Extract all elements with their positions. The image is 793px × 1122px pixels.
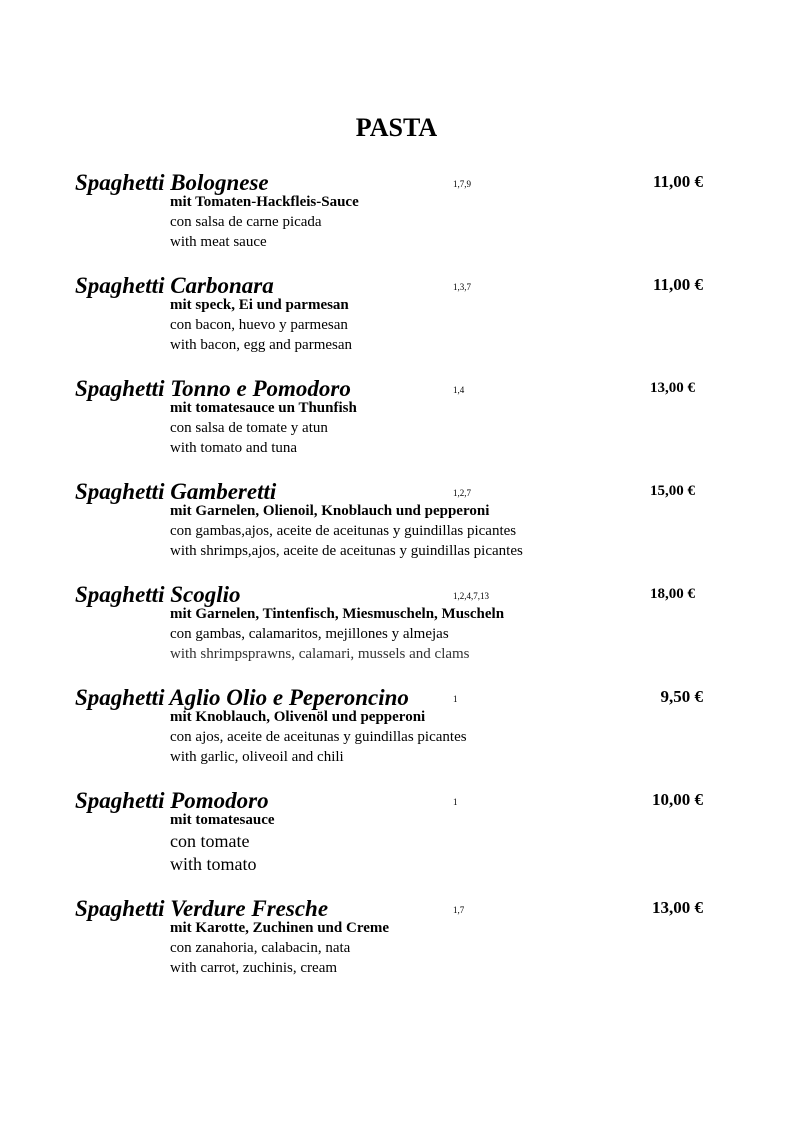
- dish-price: 9,50 €: [660, 687, 703, 706]
- description-english: with tomato: [170, 854, 257, 874]
- description-german: mit Garnelen, Tintenfisch, Miesmuscheln, Muscheln: [170, 606, 505, 622]
- dish-price: 18,00 €: [650, 586, 695, 602]
- page-title: PASTA: [355, 113, 438, 142]
- allergen-codes: 1,4: [453, 385, 465, 395]
- allergen-codes: 1: [453, 797, 458, 807]
- description-spanish: con tomate: [170, 831, 250, 851]
- description-german: mit Garnelen, Olienoil, Knoblauch und pepperoni: [170, 503, 490, 519]
- description-spanish: con zanahoria, calabacin, nata: [170, 940, 351, 956]
- description-german: mit Knoblauch, Olivenöl und pepperoni: [170, 709, 426, 725]
- allergen-codes: 1,3,7: [453, 282, 471, 292]
- menu-item-carbonara: [0, 272, 793, 372]
- menu-item-gamberetti: [0, 478, 793, 578]
- allergen-codes: 1,2,7: [453, 488, 471, 498]
- dish-name: Spaghetti Verdure Fresche: [75, 896, 329, 921]
- menu-item-scoglio: [0, 581, 793, 681]
- dish-name: Spaghetti Gamberetti: [75, 479, 277, 504]
- dish-name: Spaghetti Bolognese: [75, 170, 269, 195]
- dish-price: 15,00 €: [650, 483, 695, 499]
- description-spanish: con ajos, aceite de aceitunas y guindillas picantes: [170, 729, 467, 745]
- menu-item-tonno-e-pomodoro: [0, 375, 793, 475]
- dish-name: Spaghetti Aglio Olio e Peperoncino: [75, 685, 409, 710]
- description-english: with bacon, egg and parmesan: [170, 337, 353, 353]
- allergen-codes: 1,7: [453, 905, 465, 915]
- description-english: with shrimps,ajos, aceite de aceitunas y guindillas picantes: [170, 543, 523, 559]
- menu-item-aglio-olio: [0, 684, 793, 784]
- allergen-codes: 1,2,4,7,13: [453, 591, 489, 601]
- description-english: with shrimpsprawns, calamari, mussels and clams: [170, 646, 470, 662]
- allergen-codes: 1: [453, 694, 458, 704]
- description-spanish: con gambas, calamaritos, mejillones y almejas: [170, 626, 449, 642]
- menu-item-verdure-fresche: [0, 895, 793, 995]
- description-english: with meat sauce: [170, 234, 267, 250]
- description-english: with tomato and tuna: [170, 440, 298, 456]
- allergen-codes: 1,7,9: [453, 179, 471, 189]
- dish-name: Spaghetti Pomodoro: [75, 788, 269, 813]
- menu-item-pomodoro: [0, 787, 793, 887]
- dish-price: 10,00 €: [652, 790, 703, 809]
- description-german: mit Tomaten-Hackfleis-Sauce: [170, 194, 359, 210]
- dish-price: 13,00 €: [650, 380, 695, 396]
- dish-name: Spaghetti Scoglio: [75, 582, 241, 607]
- dish-price: 11,00 €: [652, 172, 703, 191]
- dish-name: Spaghetti Tonno e Pomodoro: [75, 376, 351, 401]
- description-german: mit tomatesauce un Thunfish: [170, 400, 357, 416]
- description-english: with carrot, zuchinis, cream: [170, 960, 338, 976]
- description-spanish: con salsa de carne picada: [170, 214, 322, 230]
- description-english: with garlic, oliveoil and chili: [170, 749, 344, 765]
- description-spanish: con salsa de tomate y atun: [170, 420, 328, 436]
- menu-item-bolognese: [0, 169, 793, 269]
- description-spanish: con bacon, huevo y parmesan: [170, 317, 348, 333]
- dish-price: 13,00 €: [652, 898, 703, 917]
- description-german: mit tomatesauce: [170, 812, 275, 828]
- dish-name: Spaghetti Carbonara: [75, 273, 274, 298]
- description-german: mit speck, Ei und parmesan: [170, 297, 349, 313]
- description-spanish: con gambas,ajos, aceite de aceitunas y guindillas picantes: [170, 523, 517, 539]
- dish-price: 11,00 €: [652, 275, 703, 294]
- description-german: mit Karotte, Zuchinen und Creme: [170, 920, 390, 936]
